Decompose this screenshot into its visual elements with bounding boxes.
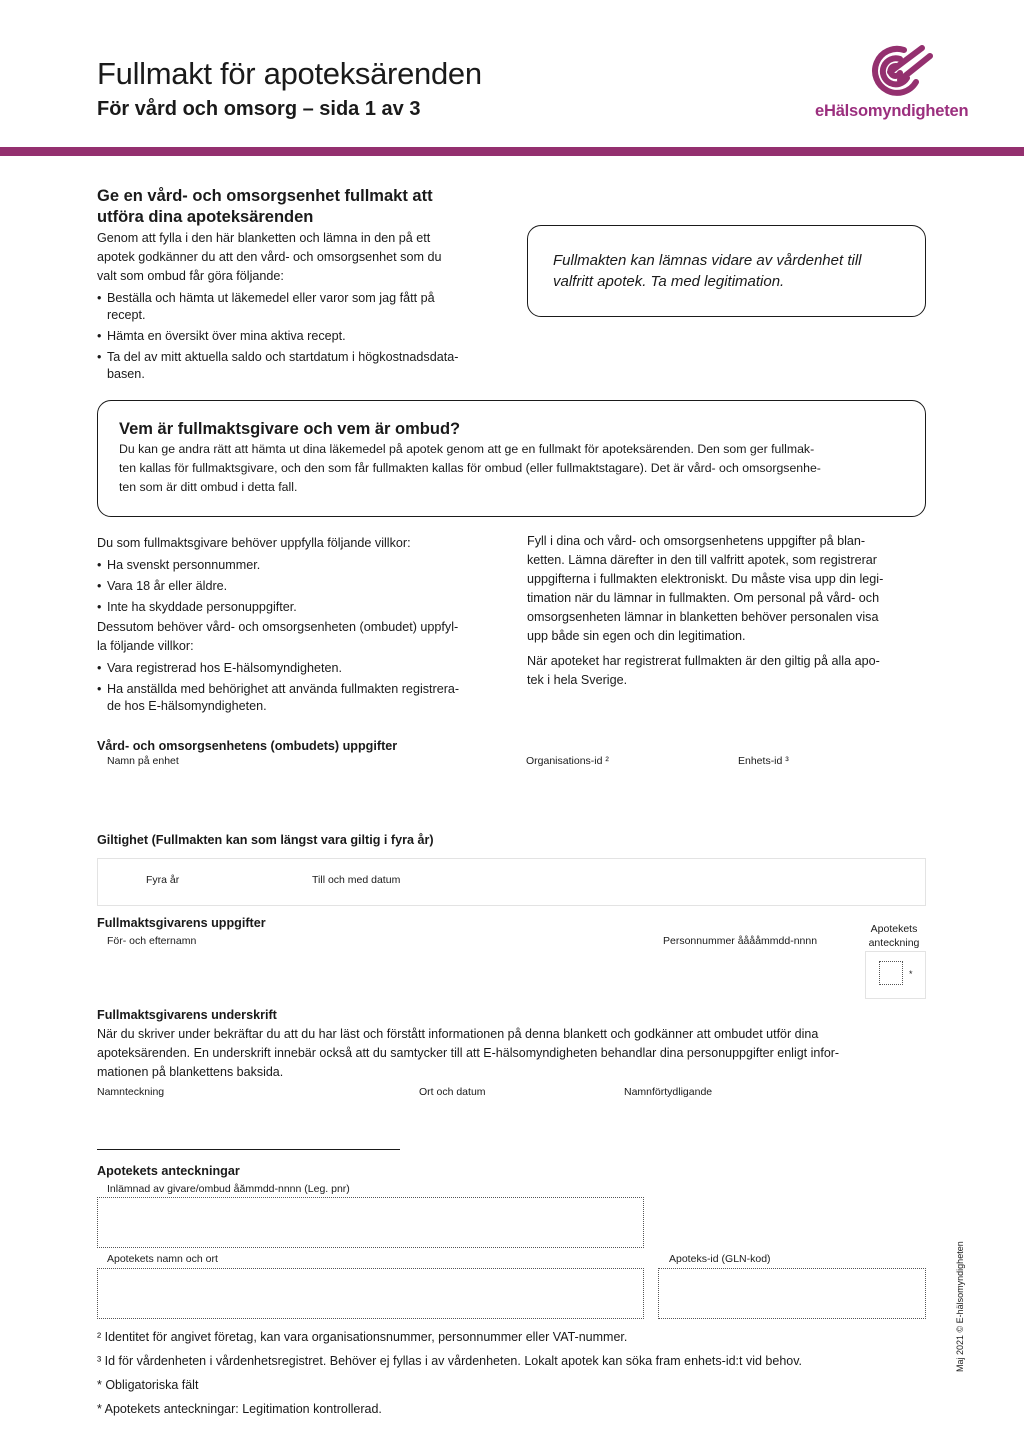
intro-bullet-list [97, 290, 517, 383]
unit-conditions-intro-line2: la följande villkor: [97, 639, 194, 653]
instructions-line: När apoteket har registrerat fullmakten är den giltig på alla apo- [527, 654, 880, 668]
list-item: • Vara 18 år eller äldre. [97, 578, 507, 595]
validity-option-four-years[interactable]: Fyra år [146, 874, 180, 886]
note-line2: valfritt apotek. Ta med legitimation. [553, 273, 785, 290]
submitted-by-field[interactable] [97, 1197, 644, 1248]
instructions-line: ketten. Lämna därefter in den till valfritt apotek, som registrerar [527, 553, 877, 567]
unit-section-heading: Vård- och omsorgsenhetens (ombudets) uppgifter [97, 739, 398, 753]
pharmacy-heading: Apotekets anteckningar [97, 1164, 240, 1178]
conditions-list [97, 557, 507, 616]
info-heading: Vem är fullmaktsgivare och vem är ombud? [119, 420, 461, 438]
validity-option-until-date[interactable]: Till och med datum [312, 874, 401, 886]
list-item: • Ha anställda med behörighet att använda fullmakten registrera- de hos E-hälsomyndigheten. [97, 681, 507, 715]
pharmacy-note-checkbox[interactable] [879, 961, 903, 985]
instructions-line: tek i hela Sverige. [527, 673, 628, 687]
page-title: Fullmakt för apoteksärenden [97, 56, 482, 91]
page-subtitle: För vård och omsorg – sida 1 av 3 [97, 98, 421, 120]
giver-pnr-field[interactable] [663, 950, 853, 986]
org-id-field[interactable] [526, 770, 726, 810]
signature-field[interactable] [97, 1100, 400, 1150]
sign-label: Namnteckning [97, 1086, 165, 1098]
footnote-3: ³ Id för vårdenheten i vårdenhetsregistret. Behöver ej fyllas i av vårdenheten. Lokalt apotek kan söka fram enhets-id:t vid behov. [97, 1354, 803, 1368]
intro-text-line2: apotek godkänner du att den vård- och omsorgsenhet som du [97, 250, 442, 264]
instructions-line: Fyll i dina och vård- och omsorgsenhetens uppgifter på blan- [527, 534, 866, 548]
ehalsomyndigheten-logo-icon [860, 42, 934, 103]
signature-heading: Fullmaktsgivarens underskrift [97, 1008, 277, 1022]
list-item: • Ta del av mitt aktuella saldo och startdatum i högkostnadsdata- basen. [97, 349, 517, 383]
unit-conditions-list [97, 660, 507, 715]
info-line2: ten kallas för fullmaktsgivare, och den som får fullmakten kallas för ombud (eller fullmaktstagare). Det är vård- och omsorgsenhe- [119, 461, 821, 475]
instructions-section [527, 532, 927, 690]
list-item: • Hämta en översikt över mina aktiva recept. [97, 328, 517, 345]
footnote-2: ² Identitet för angivet företag, kan vara organisationsnummer, personnummer eller VAT-nummer. [97, 1330, 628, 1344]
signature-text: När du skriver under bekräftar du att du har läst och förstått informationen på denna blankett och godkänner att ombudet utför dina apoteksärenden. En underskrift innebär också att du samtycker till att E-hälsomyndigheten behandlar dina personuppgifter enligt infor- mationen på blankettens baksida. [97, 1027, 840, 1079]
footnote-required: * Obligatoriska fält [97, 1378, 199, 1392]
header-divider [0, 147, 1024, 156]
list-item: • Beställa och hämta ut läkemedel eller varor som jag fått på recept. [97, 290, 517, 324]
conditions-intro: Du som fullmaktsgivare behöver uppfylla följande villkor: [97, 536, 411, 550]
conditions-section [97, 534, 507, 715]
pharmacy-id-label: Apoteks-id (GLN-kod) [669, 1253, 771, 1265]
footnote-pharmacy: * Apotekets anteckningar: Legitimation kontrollerad. [97, 1402, 382, 1416]
unit-id-label: Enhets-id ³ [738, 755, 789, 767]
unit-name-field[interactable] [107, 770, 507, 810]
validity-heading: Giltighet (Fullmakten kan som längst vara giltig i fyra år) [97, 833, 434, 847]
info-line1: Du kan ge andra rätt att hämta ut dina läkemedel på apotek genom att ge en fullmakt för apoteksärenden. Den som ger fullmak- [119, 442, 815, 456]
instructions-line: upp både sin egen och din legitimation. [527, 629, 746, 643]
place-date-label: Ort och datum [419, 1086, 486, 1098]
place-date-field[interactable] [419, 1100, 609, 1150]
intro-heading-line1: Ge en vård- och omsorgsenhet fullmakt att [97, 187, 433, 205]
instructions-line: timation när du lämnar in fullmakten. Om personal på vård- och [527, 591, 880, 605]
signature-line [97, 1149, 400, 1150]
list-item: • Inte ha skyddade personuppgifter. [97, 599, 507, 616]
unit-id-field[interactable] [738, 770, 926, 810]
name-clarification-field[interactable] [624, 1100, 924, 1150]
instructions-line: uppgifterna i fullmakten elektroniskt. Du måste visa upp din legi- [527, 572, 884, 586]
giver-pnr-label: Personnummer ååååmmdd-nnnn [663, 935, 818, 947]
pharmacy-name-label: Apotekets namn och ort [107, 1253, 218, 1265]
org-id-label: Organisations-id ² [526, 755, 609, 767]
intro-text-line1: Genom att fylla i den här blanketten och lämna in den på ett [97, 231, 431, 245]
info-line3: ten som är ditt ombud i detta fall. [119, 480, 298, 494]
pharmacy-id-field[interactable] [658, 1268, 926, 1319]
note-box [527, 225, 926, 317]
unit-name-label: Namn på enhet [107, 755, 179, 767]
giver-name-field[interactable] [107, 950, 647, 986]
note-line1: Fullmakten kan lämnas vidare av vårdenhet till [553, 252, 862, 269]
footnotes [97, 1328, 937, 1419]
pharmacy-name-field[interactable] [97, 1268, 644, 1319]
unit-conditions-intro-line1: Dessutom behöver vård- och omsorgsenheten (ombudet) uppfyl- [97, 620, 459, 634]
validity-date-field[interactable] [418, 867, 618, 897]
side-note: Maj 2021 © E-hälsomyndigheten [955, 1241, 965, 1372]
validity-box [97, 858, 926, 906]
name-clarification-label: Namnförtydligande [624, 1086, 713, 1098]
intro-text-line3: valt som ombud får göra följande: [97, 269, 284, 283]
list-item: • Vara registrerad hos E-hälsomyndigheten. [97, 660, 507, 677]
intro-section [97, 186, 517, 383]
pharmacy-note-box [865, 951, 926, 999]
instructions-line: omsorgsenheten lämnar in blanketten behöver personalen visa [527, 610, 879, 624]
pharmacy-note-label: Apotekets anteckning [868, 923, 920, 949]
giver-heading: Fullmaktsgivarens uppgifter [97, 916, 266, 930]
submitted-by-label: Inlämnad av givare/ombud åămmdd-nnnn (Leg. pnr) [107, 1183, 350, 1195]
info-box [97, 400, 926, 517]
intro-heading-line2: utföra dina apoteksärenden [97, 208, 314, 226]
logo-text: eHälsomyndigheten [815, 102, 969, 120]
giver-name-label: För- och efternamn [107, 935, 197, 947]
required-mark: * [909, 969, 913, 979]
list-item: • Ha svenskt personnummer. [97, 557, 507, 574]
